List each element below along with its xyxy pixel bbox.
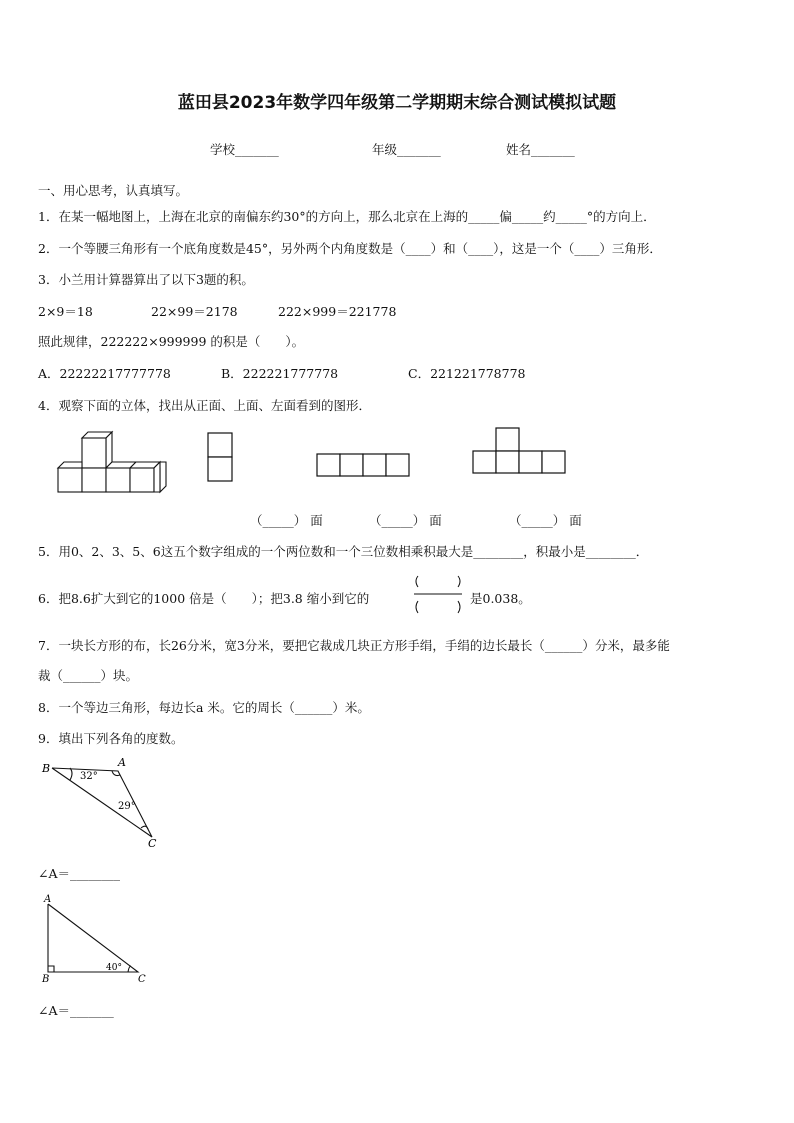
question-4-stem: 4．观察下面的立体，找出从正面、上面、左面看到的图形．: [38, 398, 371, 413]
vertex-c2: C: [138, 974, 146, 985]
question-9-stem: 9．填出下列各角的度数。: [38, 731, 184, 746]
question-7-line1: 7．一块长方形的布，长26分米，宽3分米，要把它裁成几块正方形手绢，手绢的边长最长（______）分米，最多能: [38, 638, 670, 653]
vertex-b2: B: [42, 974, 50, 985]
name-field: 姓名_______: [506, 142, 575, 157]
triangle-figure-2: [38, 892, 158, 984]
question-6-part2: 是0.038。: [470, 591, 531, 606]
option-a: A．22222217777778: [38, 366, 171, 381]
answer-1: ∠A＝________: [38, 866, 121, 881]
vertex-a2: A: [44, 894, 52, 905]
page-title: 蓝田县2023年数学四年级第二学期期末综合测试模拟试题: [177, 93, 617, 113]
equation-3: 222×999＝221778: [278, 304, 397, 319]
school-field: 学校_______: [210, 142, 279, 157]
view-2-answer: （_____） 面: [369, 513, 442, 528]
equation-2: 22×99＝2178: [151, 304, 238, 319]
view-figure-1: [207, 432, 233, 482]
vertex-b: B: [42, 762, 51, 775]
question-3-stem: 3．小兰用计算器算出了以下3题的积。: [38, 272, 254, 287]
question-3-ask: 照此规律，222222×999999 的积是（ ）。: [38, 334, 305, 349]
section-heading: 一、用心思考，认真填写。: [38, 183, 189, 198]
option-c: C．221221778778: [408, 366, 526, 381]
question-5: 5．用0、2、3、5、6这五个数字组成的一个两位数和一个三位数相乘积最大是________，积最小是________．: [38, 544, 649, 559]
question-7-line2: 裁（______）块。: [38, 668, 139, 683]
view-3-answer: （_____） 面: [509, 513, 582, 528]
angle-label-32: 32°: [80, 771, 98, 782]
question-2: 2．一个等腰三角形有一个底角度数是45°，另外两个内角度数是（____）和（____），这是一个（____）三角形．: [38, 241, 662, 256]
grade-field: 年级_______: [372, 142, 441, 157]
view-figure-3: [472, 427, 568, 475]
fraction-blank: [412, 572, 464, 616]
question-6-part1: 6．把8.6扩大到它的1000 倍是（ ）；把3.8 缩小到它的: [38, 591, 370, 606]
option-b: B．222221777778: [221, 366, 339, 381]
solid-figure: [56, 432, 168, 494]
triangle-figure-1: [38, 757, 168, 852]
view-figure-2: [316, 453, 410, 477]
view-1-answer: （_____） 面: [250, 513, 323, 528]
vertex-a: A: [118, 756, 126, 769]
answer-2: ∠A＝_______: [38, 1003, 114, 1018]
question-1: 1．在某一幅地图上，上海在北京的南偏东约30°的方向上，那么北京在上海的_____偏_____约_____°的方向上．: [38, 209, 656, 224]
equation-1: 2×9＝18: [38, 304, 93, 319]
angle-label-40: 40°: [106, 963, 122, 973]
angle-label-29: 29°: [118, 801, 136, 812]
vertex-c: C: [148, 837, 157, 850]
question-8: 8．一个等边三角形，每边长a 米。它的周长（______）米。: [38, 700, 370, 715]
